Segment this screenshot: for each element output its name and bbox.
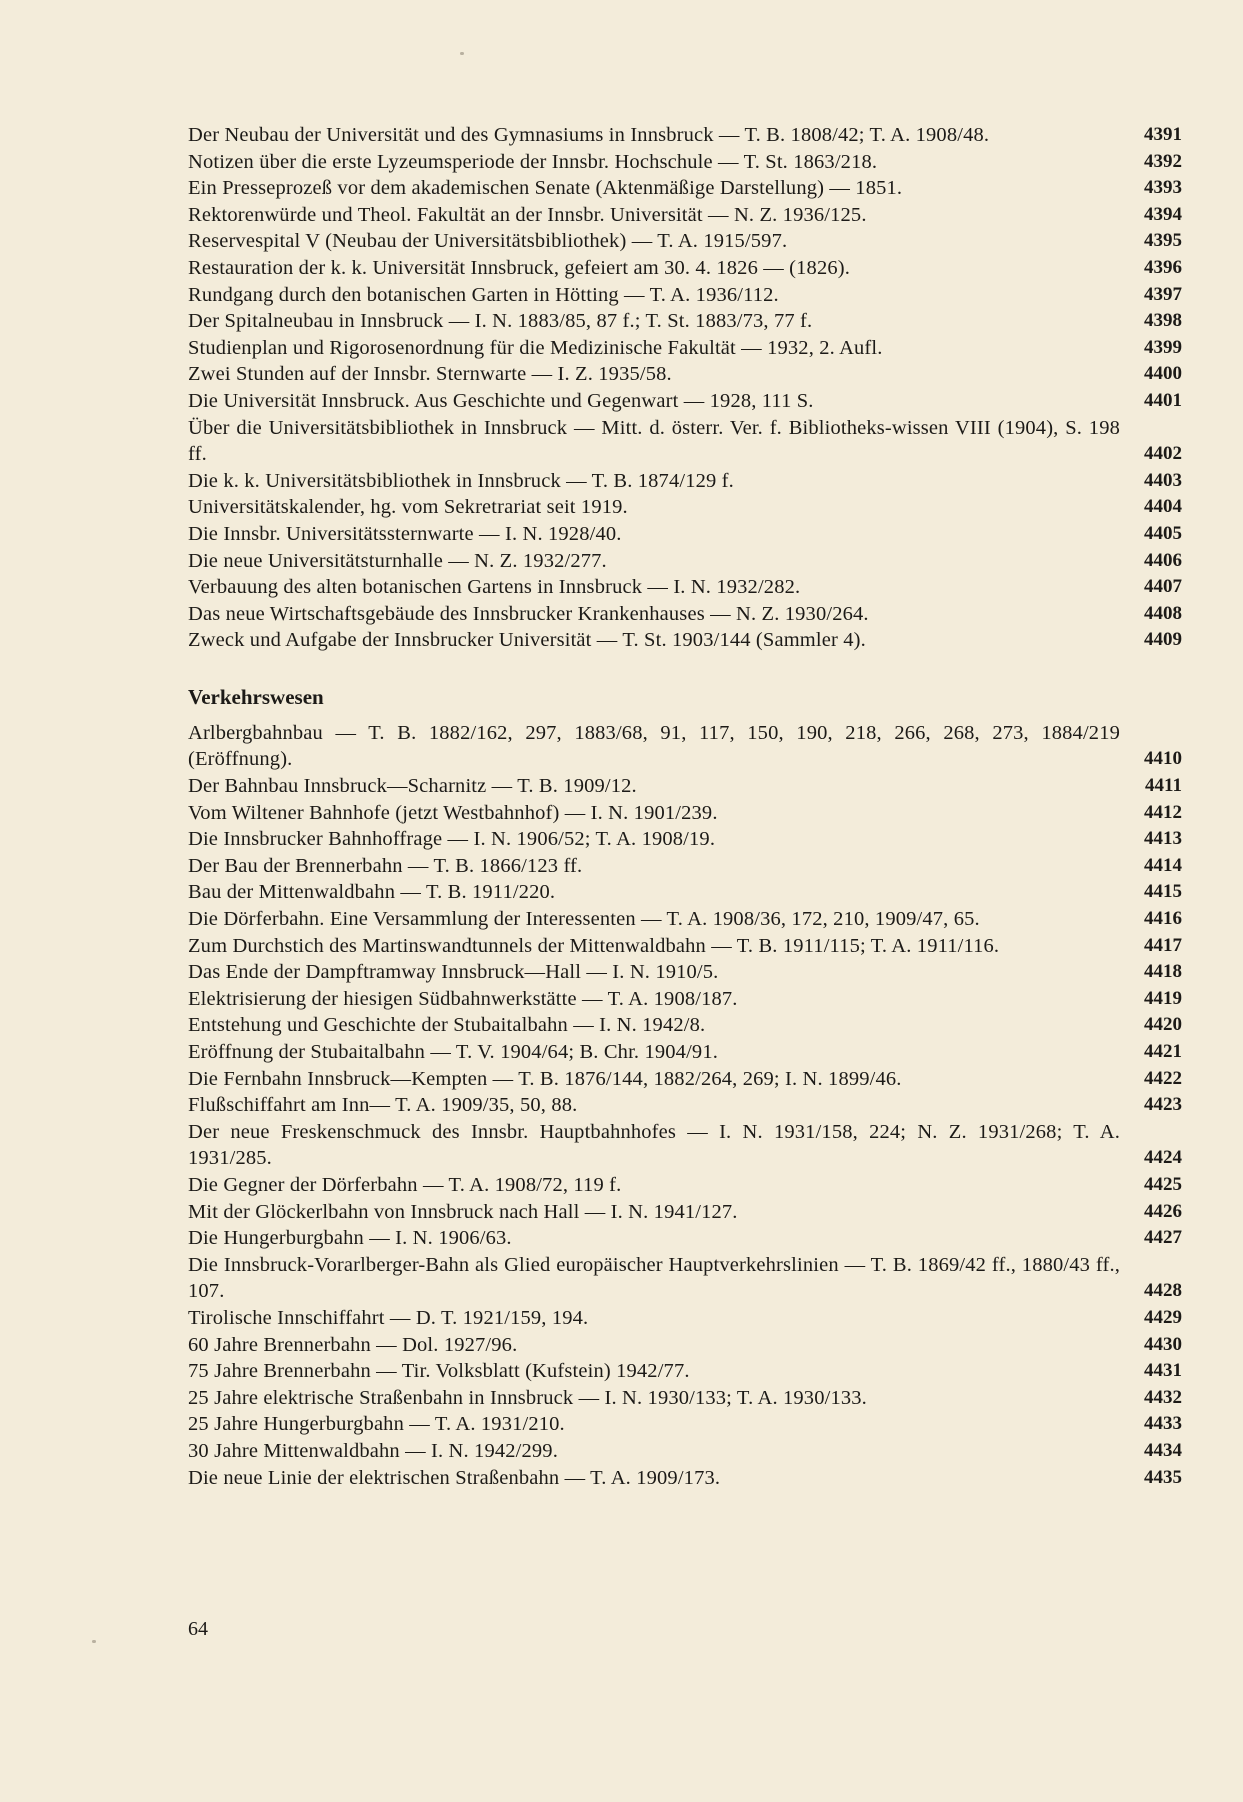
bibliography-entry — [188, 202, 1182, 229]
bibliography-entry — [188, 1358, 1182, 1385]
entry-number: 4414 — [1144, 854, 1182, 876]
entry-number: 4409 — [1144, 629, 1182, 651]
bibliography-entry — [188, 1252, 1182, 1305]
entry-number: 4391 — [1144, 124, 1182, 145]
entry-text: Rektorenwürde und Theol. Fakultät an der Innsbr. Universität — N. Z. 1936/125. — [188, 203, 867, 226]
bibliography-entry — [188, 800, 1182, 827]
entry-text: Entstehung und Geschichte der Stubaitalbahn — I. N. 1942/8. — [188, 1014, 706, 1037]
entry-number: 4435 — [1144, 1466, 1182, 1488]
bibliography-section-university — [188, 122, 1182, 654]
entry-number: 4411 — [1145, 775, 1182, 797]
bibliography-section-verkehrswesen — [188, 720, 1182, 1491]
entry-text: Der neue Freskenschmuck des Innsbr. Hauptbahnhofes — I. N. 1931/158, 224; N. Z. 1931/268; T. A. 1931/285. — [188, 1120, 1120, 1170]
entry-number: 4433 — [1144, 1413, 1182, 1435]
bibliography-entry — [188, 282, 1182, 309]
entry-text: Das neue Wirtschaftsgebäude des Innsbrucker Krankenhauses — N. Z. 1930/264. — [188, 602, 869, 625]
entry-number: 4419 — [1144, 987, 1182, 1009]
entry-number: 4403 — [1144, 469, 1182, 491]
bibliography-entry — [188, 627, 1182, 654]
entry-text: Rundgang durch den botanischen Garten in Hötting — T. A. 1936/112. — [188, 283, 779, 306]
bibliography-entry — [188, 494, 1182, 521]
entry-text: Der Spitalneubau in Innsbruck — I. N. 1883/85, 87 f.; T. St. 1883/73, 77 f. — [188, 310, 813, 333]
bibliography-entry — [188, 773, 1182, 800]
bibliography-entry — [188, 826, 1182, 853]
entry-number: 4423 — [1144, 1094, 1182, 1116]
entry-text: Flußschiffahrt am Inn— T. A. 1909/35, 50, 88. — [188, 1094, 578, 1117]
entry-number: 4398 — [1144, 310, 1182, 332]
entry-text: Reservespital V (Neubau der Universitätsbibliothek) — T. A. 1915/597. — [188, 230, 788, 253]
bibliography-entry — [188, 1012, 1182, 1039]
entry-number: 4425 — [1144, 1173, 1182, 1195]
entry-text: Universitätskalender, hg. vom Sekretrariat seit 1919. — [188, 496, 628, 519]
bibliography-entry — [188, 601, 1182, 628]
entry-text: Die Innsbr. Universitätssternwarte — I. N. 1928/40. — [188, 522, 622, 545]
entry-text: Das Ende der Dampftramway Innsbruck—Hall — I. N. 1910/5. — [188, 961, 719, 984]
entry-number: 4431 — [1144, 1360, 1182, 1382]
entry-number: 4396 — [1144, 256, 1182, 278]
bibliography-entry — [188, 1119, 1182, 1172]
entry-text: Über die Universitätsbibliothek in Innsbruck — Mitt. d. österr. Ver. f. Bibliotheks-wissen VIII (1904), S. 198 ff. — [188, 416, 1120, 466]
bibliography-entry — [188, 415, 1182, 468]
entry-number: 4420 — [1144, 1014, 1182, 1036]
page-number: 64 — [188, 1618, 208, 1640]
entry-number: 4393 — [1144, 177, 1182, 199]
entry-number: 4395 — [1144, 230, 1182, 252]
bibliography-entry — [188, 255, 1182, 282]
entry-text: 25 Jahre elektrische Straßenbahn in Innsbruck — I. N. 1930/133; T. A. 1930/133. — [188, 1386, 867, 1409]
bibliography-entry — [188, 906, 1182, 933]
bibliography-entry — [188, 1411, 1182, 1438]
entry-text: Die neue Linie der elektrischen Straßenbahn — T. A. 1909/173. — [188, 1466, 721, 1489]
entry-number: 4418 — [1144, 961, 1182, 983]
entry-number: 4410 — [1144, 748, 1182, 770]
entry-number: 4408 — [1144, 602, 1182, 624]
bibliography-entry — [188, 1039, 1182, 1066]
entry-text: Vom Wiltener Bahnhofe (jetzt Westbahnhof) — I. N. 1901/239. — [188, 801, 718, 824]
entry-text: Der Bau der Brennerbahn — T. B. 1866/123 ff. — [188, 854, 583, 877]
entry-number: 4426 — [1144, 1200, 1182, 1222]
bibliography-entry — [188, 1385, 1182, 1412]
entry-text: Bau der Mittenwaldbahn — T. B. 1911/220. — [188, 881, 556, 904]
entry-text: Die Hungerburgbahn — I. N. 1906/63. — [188, 1227, 512, 1250]
section-heading-verkehrswesen: Verkehrswesen — [188, 684, 324, 709]
entry-text: Zweck und Aufgabe der Innsbrucker Universität — T. St. 1903/144 (Sammler 4). — [188, 629, 866, 652]
entry-text: 60 Jahre Brennerbahn — Dol. 1927/96. — [188, 1333, 518, 1356]
bibliography-entry — [188, 335, 1182, 362]
bibliography-entry — [188, 574, 1182, 601]
bibliography-entry — [188, 149, 1182, 176]
entry-text: Zwei Stunden auf der Innsbr. Sternwarte — I. Z. 1935/58. — [188, 363, 672, 386]
entry-text: Die Universität Innsbruck. Aus Geschichte und Gegenwart — 1928, 111 S. — [188, 389, 814, 412]
entry-text: Verbauung des alten botanischen Gartens in Innsbruck — I. N. 1932/282. — [188, 576, 801, 599]
entry-text: Ein Presseprozeß vor dem akademischen Senate (Aktenmäßige Darstellung) — 1851. — [188, 177, 903, 200]
bibliography-entry — [188, 228, 1182, 255]
bibliography-entry — [188, 521, 1182, 548]
paper-speck — [460, 52, 464, 55]
entry-number: 4406 — [1144, 549, 1182, 571]
entry-number: 4404 — [1144, 496, 1182, 518]
bibliography-entry — [188, 388, 1182, 415]
bibliography-content — [188, 122, 1182, 1491]
entry-number: 4412 — [1144, 801, 1182, 823]
entry-number: 4430 — [1144, 1333, 1182, 1355]
bibliography-entry — [188, 122, 1182, 149]
entry-text: Eröffnung der Stubaitalbahn — T. V. 1904/64; B. Chr. 1904/91. — [188, 1041, 718, 1063]
entry-text: Der Bahnbau Innsbruck—Scharnitz — T. B. 1909/12. — [188, 775, 637, 798]
entry-text: Die Fernbahn Innsbruck—Kempten — T. B. 1876/144, 1882/264, 269; I. N. 1899/46. — [188, 1067, 902, 1090]
bibliography-entry — [188, 720, 1182, 773]
entry-text: Elektrisierung der hiesigen Südbahnwerkstätte — T. A. 1908/187. — [188, 987, 738, 1010]
bibliography-entry — [188, 1438, 1182, 1465]
entry-text: Die Innsbruck-Vorarlberger-Bahn als Glied europäischer Hauptverkehrslinien — T. B. 1869/42 ff., 1880/43 ff., 107. — [188, 1253, 1120, 1303]
entry-number: 4424 — [1144, 1147, 1182, 1169]
bibliography-entry — [188, 1066, 1182, 1093]
entry-number: 4413 — [1144, 828, 1182, 850]
entry-text: 75 Jahre Brennerbahn — Tir. Volksblatt (Kufstein) 1942/77. — [188, 1360, 690, 1383]
entry-number: 4392 — [1144, 150, 1182, 172]
bibliography-entry — [188, 1172, 1182, 1199]
entry-number: 4415 — [1144, 881, 1182, 903]
entry-text: Die Innsbrucker Bahnhoffrage — I. N. 1906/52; T. A. 1908/19. — [188, 828, 716, 851]
entry-number: 4434 — [1144, 1439, 1182, 1461]
entry-number: 4400 — [1144, 363, 1182, 385]
entry-text: Die neue Universitätsturnhalle — N. Z. 1932/277. — [188, 549, 607, 572]
bibliography-entry — [188, 1092, 1182, 1119]
bibliography-entry — [188, 933, 1182, 960]
paper-speck — [92, 1640, 96, 1643]
bibliography-entry — [188, 959, 1182, 986]
entry-text: Notizen über die erste Lyzeumsperiode der Innsbr. Hochschule — T. St. 1863/218. — [188, 150, 878, 173]
bibliography-entry — [188, 175, 1182, 202]
bibliography-entry — [188, 1225, 1182, 1252]
entry-number: 4421 — [1144, 1041, 1182, 1062]
entry-text: Die Dörferbahn. Eine Versammlung der Interessenten — T. A. 1908/36, 172, 210, 1909/47, 65. — [188, 908, 980, 931]
entry-text: Zum Durchstich des Martinswandtunnels der Mittenwaldbahn — T. B. 1911/115; T. A. 1911/116. — [188, 934, 1000, 957]
bibliography-entry — [188, 308, 1182, 335]
bibliography-entry — [188, 879, 1182, 906]
entry-text: Studienplan und Rigorosenordnung für die Medizinische Fakultät — 1932, 2. Aufl. — [188, 336, 883, 359]
entry-number: 4427 — [1144, 1227, 1182, 1249]
entry-text: Restauration der k. k. Universität Innsbruck, gefeiert am 30. 4. 1826 — (1826). — [188, 256, 850, 279]
entry-number: 4432 — [1144, 1386, 1182, 1408]
entry-number: 4416 — [1144, 908, 1182, 930]
entry-text: Die Gegner der Dörferbahn — T. A. 1908/72, 119 f. — [188, 1173, 622, 1196]
entry-number: 4429 — [1144, 1306, 1182, 1328]
entry-number: 4422 — [1144, 1067, 1182, 1089]
bibliography-entry — [188, 1305, 1182, 1332]
entry-text: Der Neubau der Universität und des Gymnasiums in Innsbruck — T. B. 1808/42; T. A. 1908/48. — [188, 124, 990, 146]
entry-text: 30 Jahre Mittenwaldbahn — I. N. 1942/299. — [188, 1439, 558, 1462]
bibliography-entry — [188, 1332, 1182, 1359]
entry-number: 4394 — [1144, 203, 1182, 225]
entry-text: 25 Jahre Hungerburgbahn — T. A. 1931/210. — [188, 1413, 565, 1436]
entry-text: Die k. k. Universitätsbibliothek in Innsbruck — T. B. 1874/129 f. — [188, 469, 734, 492]
bibliography-entry — [188, 986, 1182, 1013]
entry-number: 4401 — [1144, 389, 1182, 411]
entry-number: 4417 — [1144, 934, 1182, 956]
entry-number: 4405 — [1144, 522, 1182, 544]
entry-text: Arlbergbahnbau — T. B. 1882/162, 297, 1883/68, 91, 117, 150, 190, 218, 266, 268, 273, 1884/219 (Eröffnung). — [188, 721, 1120, 771]
bibliography-entry — [188, 1199, 1182, 1226]
entry-number: 4428 — [1144, 1280, 1182, 1302]
entry-number: 4397 — [1144, 283, 1182, 305]
bibliography-entry — [188, 1465, 1182, 1492]
bibliography-entry — [188, 361, 1182, 388]
bibliography-entry — [188, 548, 1182, 575]
entry-number: 4407 — [1144, 576, 1182, 598]
bibliography-entry — [188, 468, 1182, 495]
entry-text: Mit der Glöckerlbahn von Innsbruck nach Hall — I. N. 1941/127. — [188, 1200, 738, 1223]
bibliography-entry — [188, 853, 1182, 880]
entry-number: 4399 — [1144, 336, 1182, 358]
entry-number: 4402 — [1144, 443, 1182, 465]
entry-text: Tirolische Innschiffahrt — D. T. 1921/159, 194. — [188, 1306, 589, 1329]
